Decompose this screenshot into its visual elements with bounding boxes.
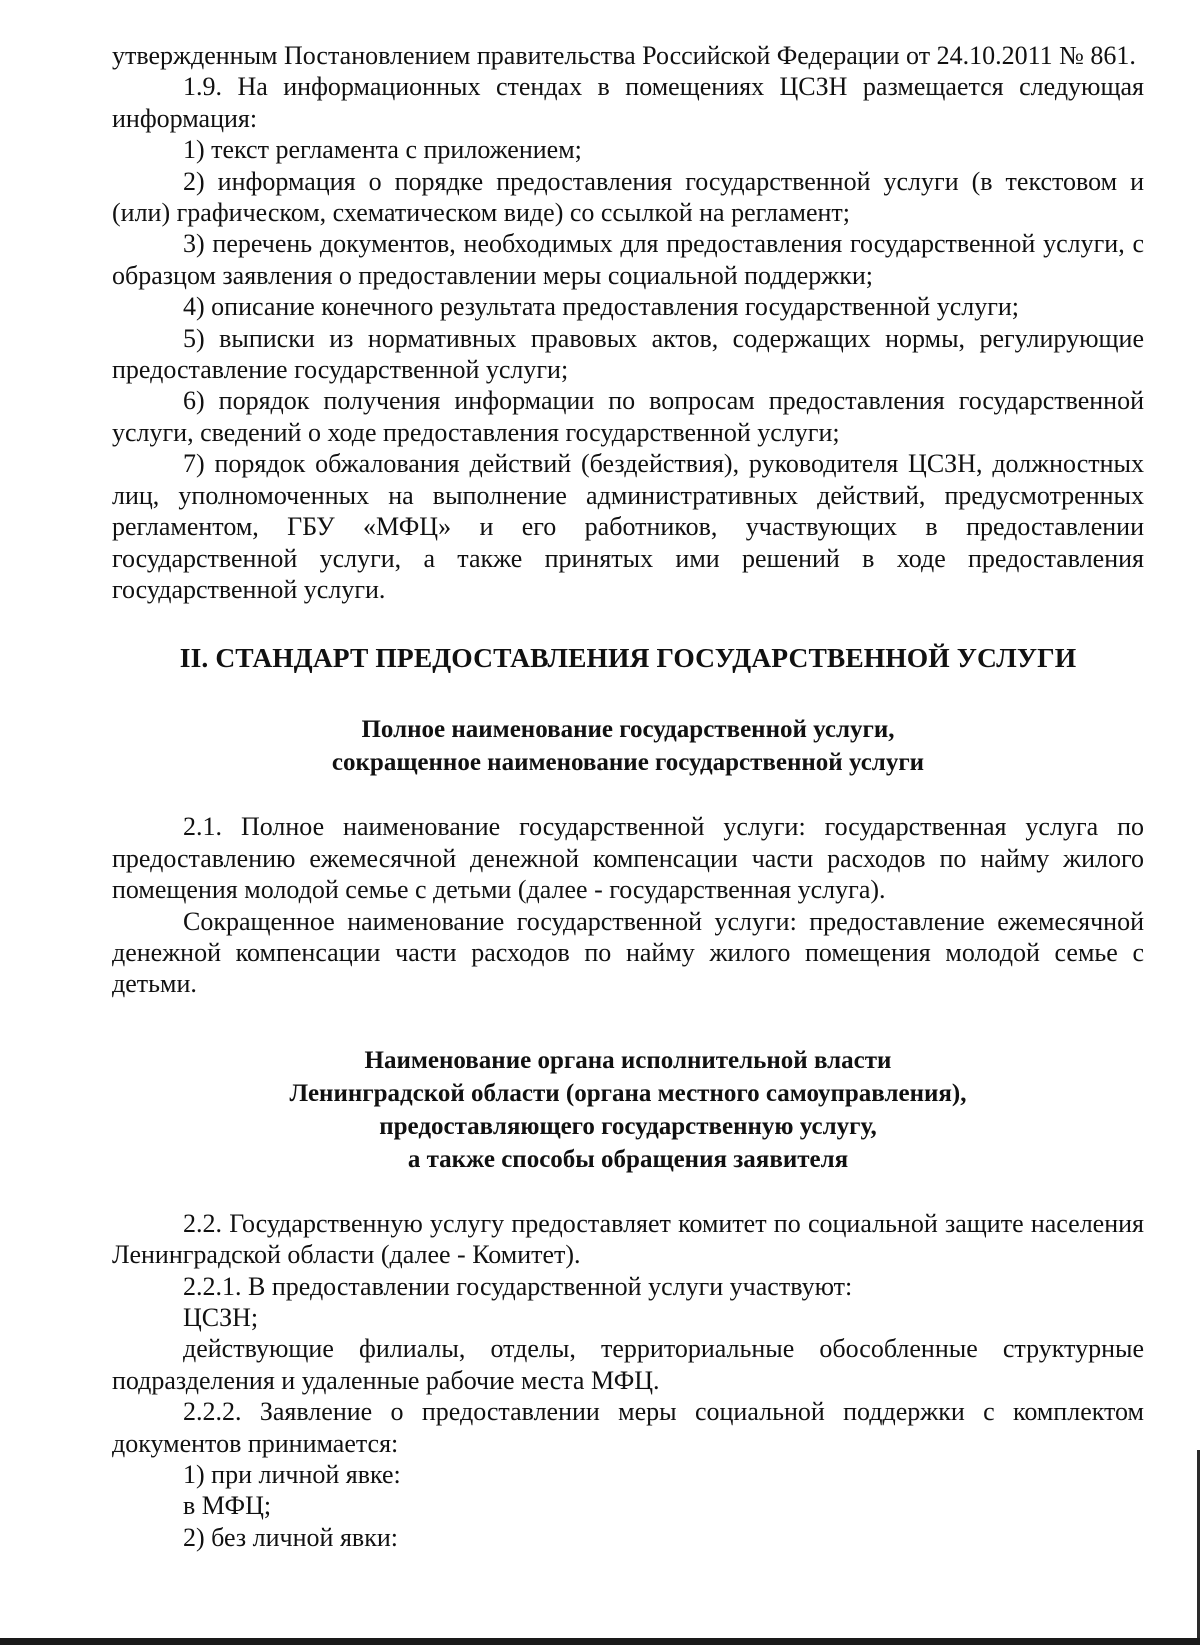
paragraph-2-2-1: 2.2.1. В предоставлении государственной услуги участвуют:: [183, 1271, 853, 1301]
subheading-authority: [112, 1044, 1144, 1176]
participant-mfc-branches: действующие филиалы, отделы, территориальные обособленные структурные подразделения и удаленные рабочие места МФЦ.: [112, 1334, 1144, 1395]
method-in-mfc: в МФЦ;: [183, 1491, 272, 1521]
scan-bottom-edge: [0, 1638, 1200, 1645]
list-item-6: 6) порядок получения информации по вопросам предоставления государственной услуги, сведений о ходе предоставления государственной услуги;: [112, 386, 1144, 447]
list-item-7: 7) порядок обжалования действий (бездействия), руководителя ЦСЗН, должностных лиц, уполномоченных на выполнение административных действий, предусмотренных регламентом, ГБУ «МФЦ» и его работников, участвующих в предоставлении государственной услуги, а также принятых ими решений в ходе предоставления государственной услуги.: [112, 449, 1144, 604]
subheading-service-name: [112, 713, 1144, 779]
paragraph-2-2-2: 2.2.2. Заявление о предоставлении меры социальной поддержки с комплектом документов принимается:: [112, 1397, 1144, 1458]
list-item-2: 2) информация о порядке предоставления государственной услуги (в текстовом и (или) графическом, схематическом виде) со ссылкой на регламент;: [112, 166, 1144, 228]
method-remote: 2) без личной явки:: [183, 1522, 398, 1552]
list-item-3: 3) перечень документов, необходимых для предоставления государственной услуги, с образцом заявления о предоставлении меры социальной поддержки;: [112, 229, 1144, 290]
list-item-1: 1) текст регламента с приложением;: [183, 135, 582, 165]
participant-cszn: ЦСЗН;: [183, 1302, 259, 1332]
paragraph-2-2: 2.2. Государственную услугу предоставляет комитет по социальной защите населения Ленинградской области (далее - Комитет).: [112, 1208, 1144, 1270]
subheading-line: Ленинградской области (органа местного самоуправления),: [289, 1079, 967, 1107]
subheading-line: сокращенное наименование государственной услуги: [331, 749, 925, 777]
subheading-line: Наименование органа исполнительной власти: [364, 1046, 892, 1074]
list-item-4: 4) описание конечного результата предоставления государственной услуги;: [183, 292, 1020, 322]
document-page: [112, 40, 1144, 1553]
subheading-line: предоставляющего государственную услугу,: [379, 1112, 877, 1140]
subheading-line: Полное наименование государственной услуги,: [361, 716, 895, 744]
subheading-line: а также способы обращения заявителя: [407, 1145, 849, 1173]
list-item-5: 5) выписки из нормативных правовых актов, содержащих нормы, регулирующие предоставление государственной услуги;: [112, 323, 1144, 385]
paragraph-short-name: Сокращенное наименование государственной услуги: предоставление ежемесячной денежной компенсации части расходов по найму жилого помещения молодой семье с детьми.: [112, 906, 1144, 999]
paragraph-2-1: 2.1. Полное наименование государственной услуги: государственная услуга по предоставлению ежемесячной денежной компенсации части расходов по найму жилого помещения молодой семье с детьми (далее - государственная услуга).: [112, 812, 1144, 905]
paragraph-1-9: 1.9. На информационных стендах в помещениях ЦСЗН размещается следующая информация:: [112, 72, 1144, 133]
paragraph-resolution-reference: утвержденным Постановлением правительства Российской Федерации от 24.10.2011 № 861.: [112, 41, 1136, 70]
method-in-person: 1) при личной явке:: [183, 1460, 401, 1489]
section-title: II. СТАНДАРТ ПРЕДОСТАВЛЕНИЯ ГОСУДАРСТВЕННОЙ УСЛУГИ: [179, 642, 1077, 674]
